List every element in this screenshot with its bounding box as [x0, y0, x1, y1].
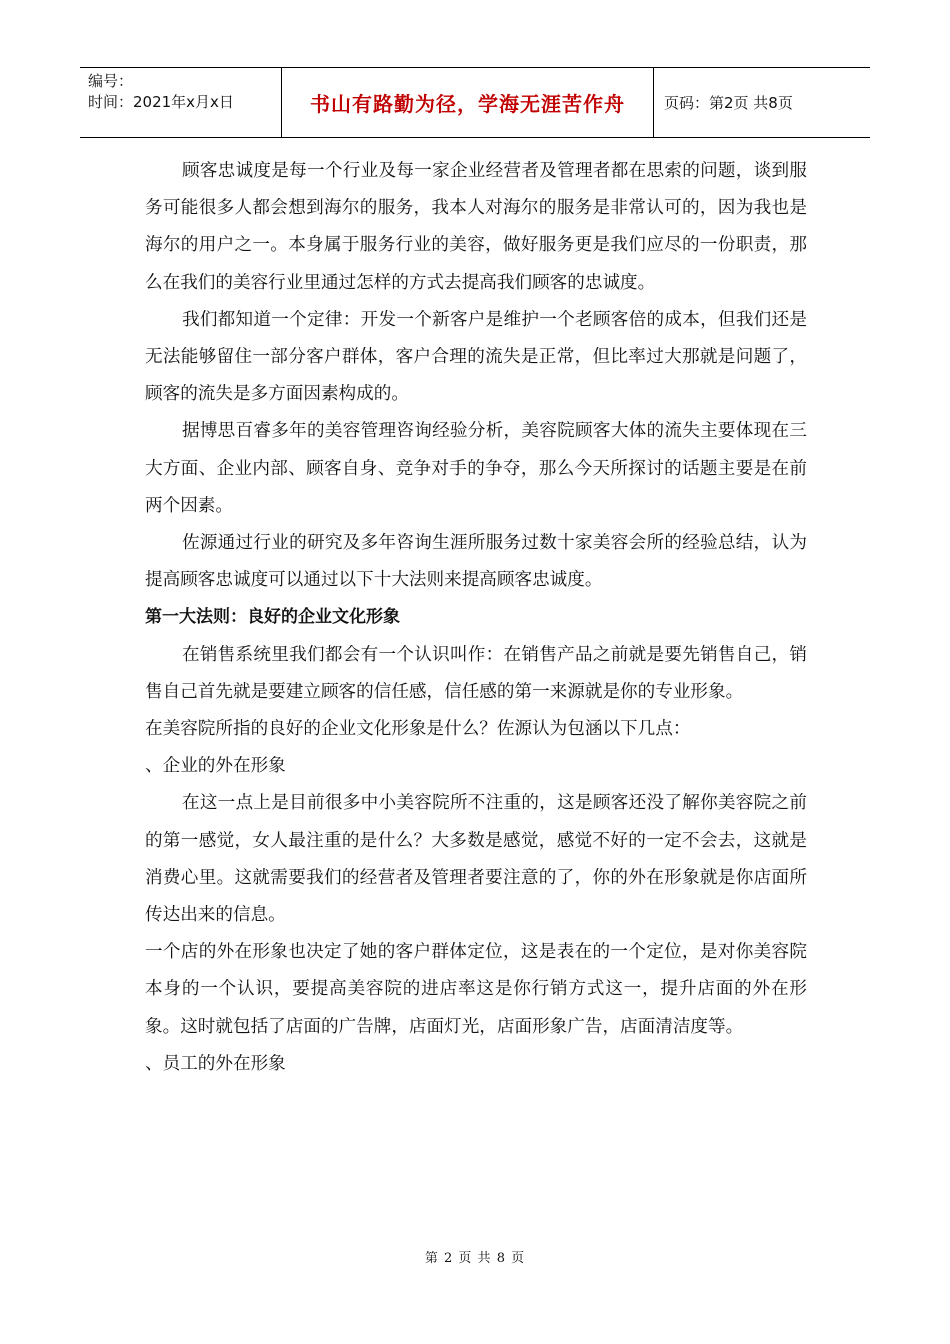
header-page-cell	[654, 68, 870, 137]
paragraph: 顾客忠诚度是每一个行业及每一家企业经营者及管理者都在思索的问题，谈到服务可能很多人都会想到海尔的服务，我本人对海尔的服务是非常认可的，因为我也是海尔的用户之一。本身属于服务行业的美容，做好服务更是我们应尽的一份职责，那么在我们的美容行业里通过怎样的方式去提高我们顾客的忠诚度。	[145, 161, 807, 293]
list-item: 、员工的外在形象	[145, 1053, 286, 1074]
paragraph: 一个店的外在形象也决定了她的客户群体定位，这是表在的一个定位，是对你美容院本身的一个认识，要提高美容院的进店率这是你行销方式这一，提升店面的外在形象。这时就包括了店面的广告牌，店面灯光，店面形象广告，店面清洁度等。	[145, 942, 807, 1037]
header-page-info: 页码：第2页 共8页	[664, 94, 793, 112]
header-meta	[80, 68, 282, 137]
paragraph: 据博思百睿多年的美容管理咨询经验分析，美容院顾客大体的流失主要体现在三大方面、企业内部、顾客自身、竞争对手的争夺，那么今天所探讨的话题主要是在前两个因素。	[145, 421, 807, 516]
paragraph: 在这一点上是目前很多中小美容院所不注重的，这是顾客还没了解你美容院之前的第一感觉，女人最注重的是什么？大多数是感觉，感觉不好的一定不会去，这就是消费心里。这就需要我们的经营者及管理者要注意的了，你的外在形象就是你店面所传达出来的信息。	[145, 793, 807, 926]
page-footer: 第 2 页 共 8 页	[424, 1251, 526, 1266]
header-motto-cell	[282, 68, 654, 137]
header-motto: 书山有路勤为径，学海无涯苦作舟	[310, 92, 625, 116]
number-label: 编号：	[88, 72, 134, 90]
list-item: 、企业的外在形象	[145, 756, 286, 777]
paragraph: 我们都知道一个定律：开发一个新客户是维护一个老顾客倍的成本，但我们还是无法能够留住一部分客户群体，客户合理的流失是正常，但比率过大那就是问题了，顾客的流失是多方面因素构成的。	[145, 309, 807, 405]
time-label: 时间：2021年x月x日	[88, 93, 234, 111]
section-heading: 第一大法则：良好的企业文化形象	[145, 607, 400, 628]
paragraph: 佐源通过行业的研究及多年咨询生涯所服务过数十家美容会所的经验总结，认为提高顾客忠诚度可以通过以下十大法则来提高顾客忠诚度。	[145, 533, 807, 591]
document-body	[145, 153, 807, 1083]
paragraph: 在美容院所指的良好的企业文化形象是什么？佐源认为包涵以下几点：	[145, 719, 691, 740]
document-header	[80, 67, 870, 138]
paragraph: 在销售系统里我们都会有一个认识叫作：在销售产品之前就是要先销售自己，销售自己首先就是要建立顾客的信任感，信任感的第一来源就是你的专业形象。	[145, 644, 807, 702]
